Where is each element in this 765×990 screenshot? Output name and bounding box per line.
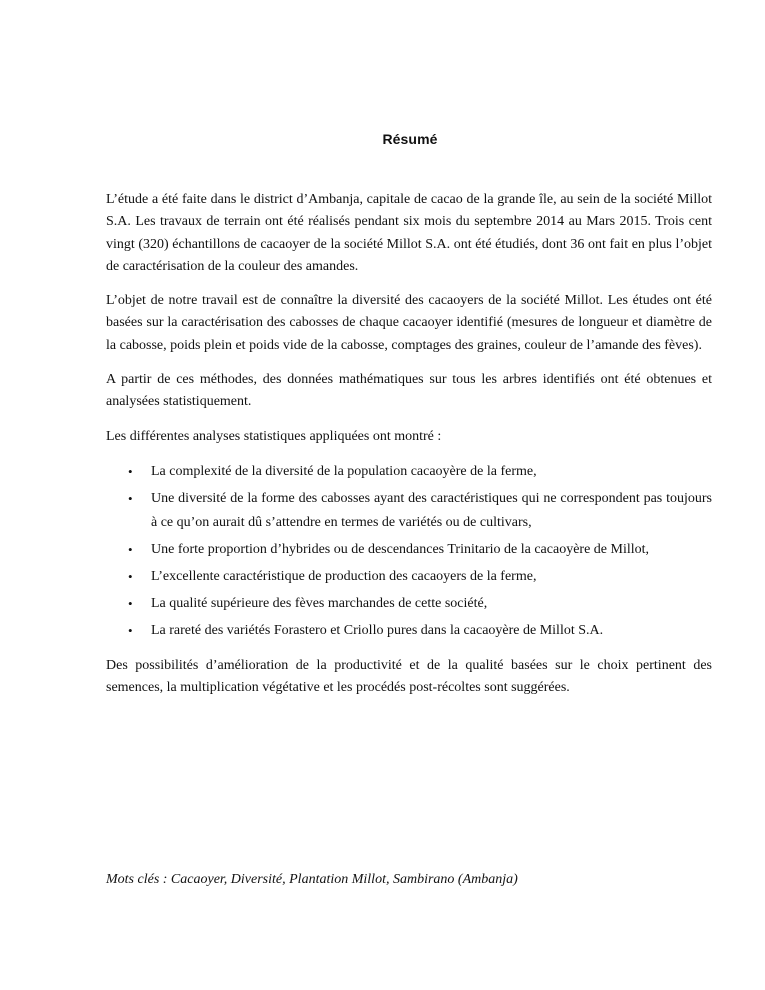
keywords-line: Mots clés : Cacaoyer, Diversité, Plantation Millot, Sambirano (Ambanja) <box>106 872 518 887</box>
bullet-icon: • <box>128 568 133 584</box>
bullet-icon: • <box>128 463 133 479</box>
list-item-text: L’excellente caractéristique de production des cacaoyers de la ferme, <box>151 568 537 584</box>
page-title: Résumé <box>382 131 438 147</box>
paragraph-study-context: L’étude a été faite dans le district d’Ambanja, capitale de cacao de la grande île, au sein de la société Millot S.A. Les travaux de terrain ont été réalisés pendant six mois du septembre 2014 au Mars 2015. Trois cent vingt (320) échantillons de cacaoyer de la société Millot S.A. ont été étudiés, dont 36 ont fait en plus l’objet de caractérisation de la couleur des amandes. <box>106 192 712 274</box>
list-item-text: La complexité de la diversité de la population cacaoyère de la ferme, <box>151 463 537 479</box>
paragraph-methods: A partir de ces méthodes, des données mathématiques sur tous les arbres identifiés ont été obtenues et analysées statistiquement. <box>106 372 712 410</box>
list-item <box>106 538 712 562</box>
paragraph-conclusion: Des possibilités d’amélioration de la productivité et de la qualité basées sur le choix pertinent des semences, la multiplication végétative et les procédés post-récoltes sont suggérées. <box>106 657 712 696</box>
abstract-body <box>106 189 712 712</box>
paragraph-results-intro: Les différentes analyses statistiques appliquées ont montré : <box>106 428 442 444</box>
bullet-icon: • <box>128 490 133 506</box>
bullet-icon: • <box>128 622 133 638</box>
list-item-text: Une forte proportion d’hybrides ou de descendances Trinitario de la cacaoyère de Millot, <box>151 541 650 557</box>
list-item-text: La qualité supérieure des fèves marchandes de cette société, <box>151 595 488 611</box>
list-item <box>106 487 712 535</box>
bullet-icon: • <box>128 595 133 611</box>
list-item <box>106 565 712 589</box>
bullet-icon: • <box>128 541 133 557</box>
list-item <box>106 592 712 616</box>
list-item-text: La rareté des variétés Forastero et Criollo pures dans la cacaoyère de Millot S.A. <box>151 622 604 638</box>
results-list <box>106 460 712 643</box>
paragraph-objective: L’objet de notre travail est de connaître la diversité des cacaoyers de la société Millot. Les études ont été basées sur la caractérisation des cabosses de chaque cacaoyer identifié (mesures de longueur et diamètre de la cabosse, poids plein et poids vide de la cabosse, comptages des graines, couleur de l’amande des fèves). <box>106 293 712 353</box>
list-item <box>106 619 712 643</box>
list-item-text: Une diversité de la forme des cabosses ayant des caractéristiques qui ne correspondent pas toujours à ce qu’on aurait dû s’attendre en termes de variétés ou de cultivars, <box>151 490 712 530</box>
list-item <box>106 460 712 484</box>
